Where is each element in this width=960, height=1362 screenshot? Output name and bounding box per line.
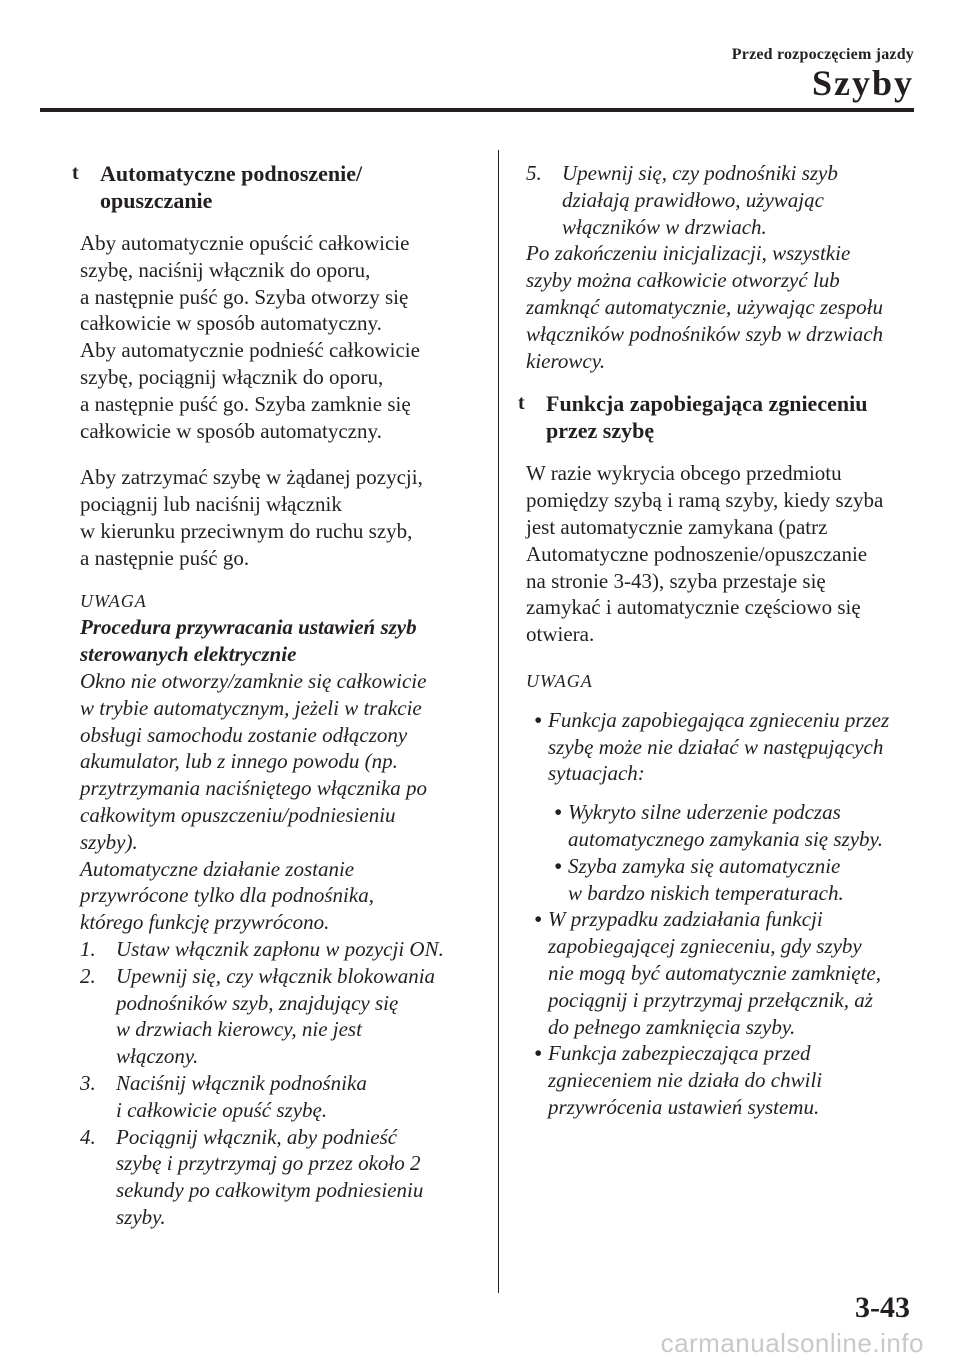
- text-line: całkowicie w sposób automatyczny.: [80, 311, 382, 336]
- section-marker-icon: t: [72, 162, 79, 184]
- text-line: Szyba zamyka się automatycznie: [568, 853, 841, 878]
- step-item: [526, 160, 918, 240]
- text-line: pociągnij lub naciśnij włącznik: [80, 492, 342, 517]
- text-line: Procedura przywracania ustawień szyb: [80, 615, 417, 640]
- section-marker-icon: t: [518, 392, 525, 415]
- text-line: w kierunku przeciwnym do ruchu szyb,: [80, 518, 413, 543]
- text-line: sekundy po całkowitym podniesieniu: [116, 1178, 424, 1203]
- text-line: którego funkcję przywrócono.: [80, 910, 330, 935]
- text-line: w drzwiach kierowcy, nie jest: [116, 1017, 362, 1042]
- heading-line: opuszczanie: [100, 188, 213, 213]
- watermark: carmanualsonline.info: [660, 1328, 924, 1358]
- text-line: Funkcja zabezpieczająca przed: [548, 1041, 811, 1066]
- text-line: sterowanych elektrycznie: [80, 642, 297, 667]
- text-line: szyby).: [80, 829, 138, 854]
- text-line: Upewnij się, czy włącznik blokowania: [116, 963, 436, 988]
- paragraph-stop-window: [80, 464, 475, 571]
- bullet-icon: •: [534, 907, 542, 932]
- step-number: 5.: [526, 161, 542, 185]
- text-line: Aby zatrzymać szybę w żądanej pozycji,: [80, 465, 423, 490]
- text-line: Naciśnij włącznik podnośnika: [116, 1070, 367, 1095]
- text-line: otwiera.: [526, 622, 595, 647]
- section-heading-anti-pinch: [518, 390, 918, 444]
- text-line: włączników w drzwiach.: [562, 214, 767, 239]
- step-item: [80, 963, 475, 1070]
- text-line: Upewnij się, czy podnośniki szyb: [562, 161, 838, 185]
- bullet-item: [528, 707, 918, 787]
- text-line: obsługi samochodu zostanie odłączony: [80, 722, 408, 747]
- text-line: na stronie 3-43), szyba przestaje się: [526, 568, 826, 593]
- text-line: szybę i przytrzymaj go przez około 2: [116, 1151, 421, 1176]
- text-line: Pociągnij włącznik, aby podnieść: [116, 1124, 398, 1149]
- text-line: Aby automatycznie opuścić całkowicie: [80, 231, 410, 255]
- text-line: nie mogą być automatycznie zamknięte,: [548, 960, 881, 985]
- note-title: [80, 614, 475, 668]
- step-item: [80, 1124, 475, 1231]
- paragraph-anti-pinch: [526, 460, 918, 648]
- heading-line: przez szybę: [546, 418, 655, 444]
- text-line: działają prawidłowo, używając: [562, 187, 824, 212]
- text-line: Wykryto silne uderzenie podczas: [568, 800, 841, 825]
- text-line: Funkcja zapobiegająca zgnieceniu przez: [548, 707, 890, 732]
- text-line: zamykać i automatycznie częściowo się: [526, 595, 861, 620]
- text-line: a następnie puść go. Szyba zamknie się: [80, 391, 411, 416]
- text-line: Ustaw włącznik zapłonu w pozycji ON.: [116, 936, 444, 961]
- step-number: 4.: [80, 1124, 96, 1149]
- text-line: szybę, pociągnij włącznik do oporu,: [80, 364, 384, 389]
- text-line: szybę może nie działać w następujących: [548, 734, 884, 759]
- text-line: do pełnego zamknięcia szyby.: [548, 1014, 796, 1039]
- bullet-icon: •: [534, 1041, 542, 1066]
- paragraph-auto-operation: [80, 230, 475, 444]
- text-line: i całkowicie opuść szybę.: [116, 1097, 328, 1122]
- text-line: Okno nie otworzy/zamknie się całkowicie: [80, 668, 427, 693]
- text-line: automatycznego zamykania się szyby.: [568, 826, 883, 851]
- note-label: UWAGA: [80, 590, 147, 611]
- text-line: kierowcy.: [526, 348, 606, 373]
- text-line: całkowicie w sposób automatyczny.: [80, 418, 382, 443]
- bullet-item: [528, 906, 918, 1040]
- left-column: [72, 160, 475, 1231]
- step-number: 2.: [80, 963, 96, 988]
- bullet-icon: •: [554, 800, 562, 825]
- page-number: 3-43: [855, 1291, 910, 1324]
- text-line: szyby można całkowicie otworzyć lub: [526, 268, 840, 293]
- text-line: Automatyczne działanie zostanie: [80, 856, 355, 881]
- right-column: [518, 160, 918, 1121]
- text-line: zgnieceniem nie działa do chwili: [548, 1068, 823, 1093]
- text-line: Aby automatycznie podnieść całkowicie: [80, 338, 420, 363]
- text-line: pomiędzy szybą i ramą szyby, kiedy szyba: [526, 488, 884, 513]
- step-item: [80, 1070, 475, 1124]
- text-line: akumulator, lub z innego powodu (np.: [80, 749, 398, 774]
- step-number: 3.: [80, 1070, 96, 1095]
- text-line: włączników podnośników szyb w drzwiach: [526, 321, 884, 346]
- text-line: szybę, naciśnij włącznik do oporu,: [80, 257, 371, 282]
- page-title: Szyby: [811, 63, 914, 103]
- text-line: całkowitym opuszczeniu/podniesieniu: [80, 802, 396, 827]
- text-line: a następnie puść go. Szyba otworzy się: [80, 284, 409, 309]
- text-line: sytuacjach:: [548, 761, 645, 786]
- text-line: a następnie puść go.: [80, 545, 250, 570]
- section-header: Przed rozpoczęciem jazdy: [731, 46, 914, 63]
- step-item: [80, 936, 475, 963]
- section-heading-auto-window: [72, 160, 475, 214]
- text-line: pociągnij i przytrzymaj przełącznik, aż: [548, 987, 873, 1012]
- heading-line: Automatyczne podnoszenie/: [100, 161, 363, 186]
- text-line: zamknąć automatycznie, używając zespołu: [526, 294, 883, 319]
- text-line: Po zakończeniu inicjalizacji, wszystkie: [526, 241, 851, 266]
- text-line: w trybie automatycznym, jeżeli w trakcie: [80, 695, 422, 720]
- text-line: przywrócenia ustawień systemu.: [548, 1094, 820, 1119]
- text-line: Automatyczne podnoszenie/opuszczanie: [526, 541, 868, 566]
- text-line: szyby.: [116, 1204, 166, 1229]
- heading-line: Funkcja zapobiegająca zgnieceniu: [546, 391, 868, 417]
- sub-bullet-item: [548, 853, 918, 907]
- text-line: przytrzymania naciśniętego włącznika po: [80, 776, 428, 801]
- text-line: w bardzo niskich temperaturach.: [568, 880, 844, 905]
- step-number: 1.: [80, 936, 96, 961]
- text-line: W przypadku zadziałania funkcji: [548, 907, 823, 932]
- bullet-icon: •: [534, 707, 542, 732]
- text-line: włączony.: [116, 1044, 199, 1069]
- note-label: UWAGA: [526, 670, 593, 691]
- text-line: podnośników szyb, znajdujący się: [116, 990, 399, 1015]
- bullet-item: [528, 1040, 918, 1120]
- bullet-icon: •: [554, 853, 562, 878]
- text-line: przywrócone tylko dla podnośnika,: [80, 883, 374, 908]
- header-rule: [40, 108, 914, 112]
- column-divider: [498, 150, 499, 1293]
- text-line: zapobiegającej zgnieceniu, gdy szyby: [548, 934, 862, 959]
- sub-bullet-item: [548, 799, 918, 853]
- text-line: jest automatycznie zamykana (patrz: [526, 514, 828, 539]
- note-after-init: [526, 240, 918, 374]
- note-body: [80, 668, 475, 936]
- text-line: W razie wykrycia obcego przedmiotu: [526, 461, 842, 486]
